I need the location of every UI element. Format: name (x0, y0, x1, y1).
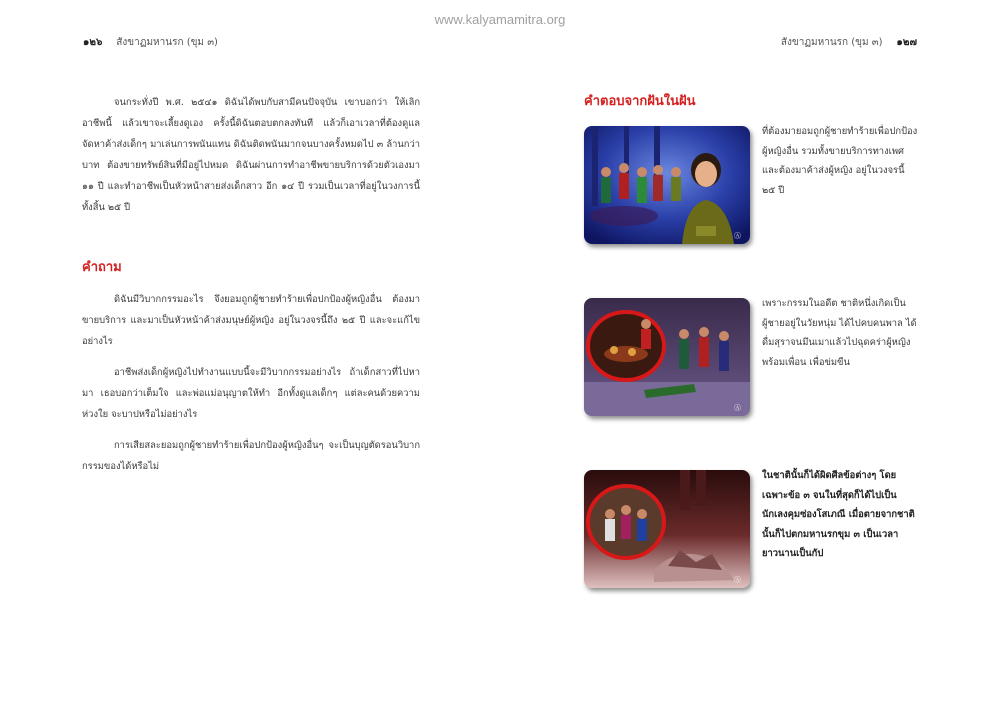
panel-caption: เพราะกรรมในอดีต ชาติหนึ่งเกิดเป็นผู้ชายอยู่ในวัยหนุ่ม ได้ไปคบคนพาล ได้ดื่มสุราจนมึนเมาแล้วไปฉุดคร่าผู้หญิงพร้อมเพื่อน เพื่อข่มขืน (762, 298, 917, 368)
svg-text:Ⓐ: Ⓐ (734, 577, 741, 584)
illustration-woman-speaking (584, 126, 750, 244)
page-number-left: ๑๒๖ (83, 37, 103, 48)
running-title-left: สังขาฏมหานรก (ขุม ๓) (116, 37, 218, 48)
question-paragraph: อาชีพส่งเด็กผู้หญิงไปทำงานแบบนี้จะมีวิบากกรรมอย่างไร ถ้าเด็กสาวที่ไปหามา เธอบอกว่าเต็มใจ และพ่อแม่อนุญาตให้ทำ อีกทั้งดูแลเด็กๆ แต่ละคนด้วยความห่วงใย จะบาปหรือไม่อย่างไร (82, 367, 420, 420)
site-url[interactable]: www.kalyamamitra.org (434, 12, 566, 27)
illustration-hell-scene (584, 470, 750, 588)
panel-caption: ในชาตินั้นก็ได้ผิดศีลข้อต่างๆ โดยเฉพาะข้อ ๓ จนในที่สุดก็ได้ไปเป็นนักเลงคุมซ่องโสเภณี เมื่อตายจากชาตินั้นก็ไปตกมหานรกขุม ๓ เป็นเวลายาวนานเป็นกัป (762, 470, 915, 560)
page-header-left (83, 35, 218, 50)
answer-heading: คำตอบจากฝันในฝัน (584, 94, 696, 109)
svg-text:Ⓐ: Ⓐ (734, 405, 741, 412)
page-number-right: ๑๒๗ (896, 37, 917, 48)
svg-text:Ⓐ: Ⓐ (734, 233, 741, 240)
left-page-body (82, 92, 420, 487)
intro-paragraph: จนกระทั่งปี พ.ศ. ๒๕๔๑ ดิฉันได้พบกับสามีคนปัจจุบัน เขาบอกว่า ให้เลิกอาชีพนี้ แล้วเขาจะเลี้ยงดูเอง ครั้งนี้ดิฉันตอบตกลงทันที แล้วก็เอาเวลาที่ต้องดูแลจัดหาค้าส่งเด็กๆ มาเล่นการพนันแทน ดิฉันติดพนันมากจนบางครั้งหมดไป ๓ ล้านกว่าบาท ต้องขายทรัพย์สินที่มีอยู่ไปหมด ดิฉันผ่านการทำอาชีพขายบริการด้วยตัวเองมา ๑๑ ปี และทำอาชีพเป็นหัวหน้าสายส่งเด็กสาว อีก ๑๔ ปี รวมเป็นเวลาที่อยู่ในวงการนี้ทั้งสิ้น ๒๕ ปี (82, 97, 420, 213)
question-paragraph: ดิฉันมีวิบากกรรมอะไร จึงยอมถูกผู้ชายทำร้ายเพื่อปกป้องผู้หญิงอื่น ต้องมาขายบริการ และมาเป็นหัวหน้าค้าส่งมนุษย์ผู้หญิง อยู่ในวงจรนี้ถึง ๒๕ ปี และจะแก้ไขอย่างไร (82, 294, 420, 347)
question-heading: คำถาม (82, 260, 122, 275)
running-title-right: สังขาฏมหานรก (ขุม ๓) (780, 37, 883, 48)
panel-caption: ที่ต้องมายอมถูกผู้ชายทำร้ายเพื่อปกป้องผู้หญิงอื่น รวมทั้งขายบริการทางเพศ และต้องมาค้าส่งผู้หญิง อยู่ในวงจรนี้ ๒๕ ปี (762, 126, 918, 196)
question-paragraph: การเสียสละยอมถูกผู้ชายทำร้ายเพื่อปกป้องผู้หญิงอื่นๆ จะเป็นบุญตัดรอนวิบากกรรมของได้หรือไม่ (82, 440, 420, 472)
page-header-right (781, 35, 917, 50)
illustration-drinking-scene (584, 298, 750, 416)
